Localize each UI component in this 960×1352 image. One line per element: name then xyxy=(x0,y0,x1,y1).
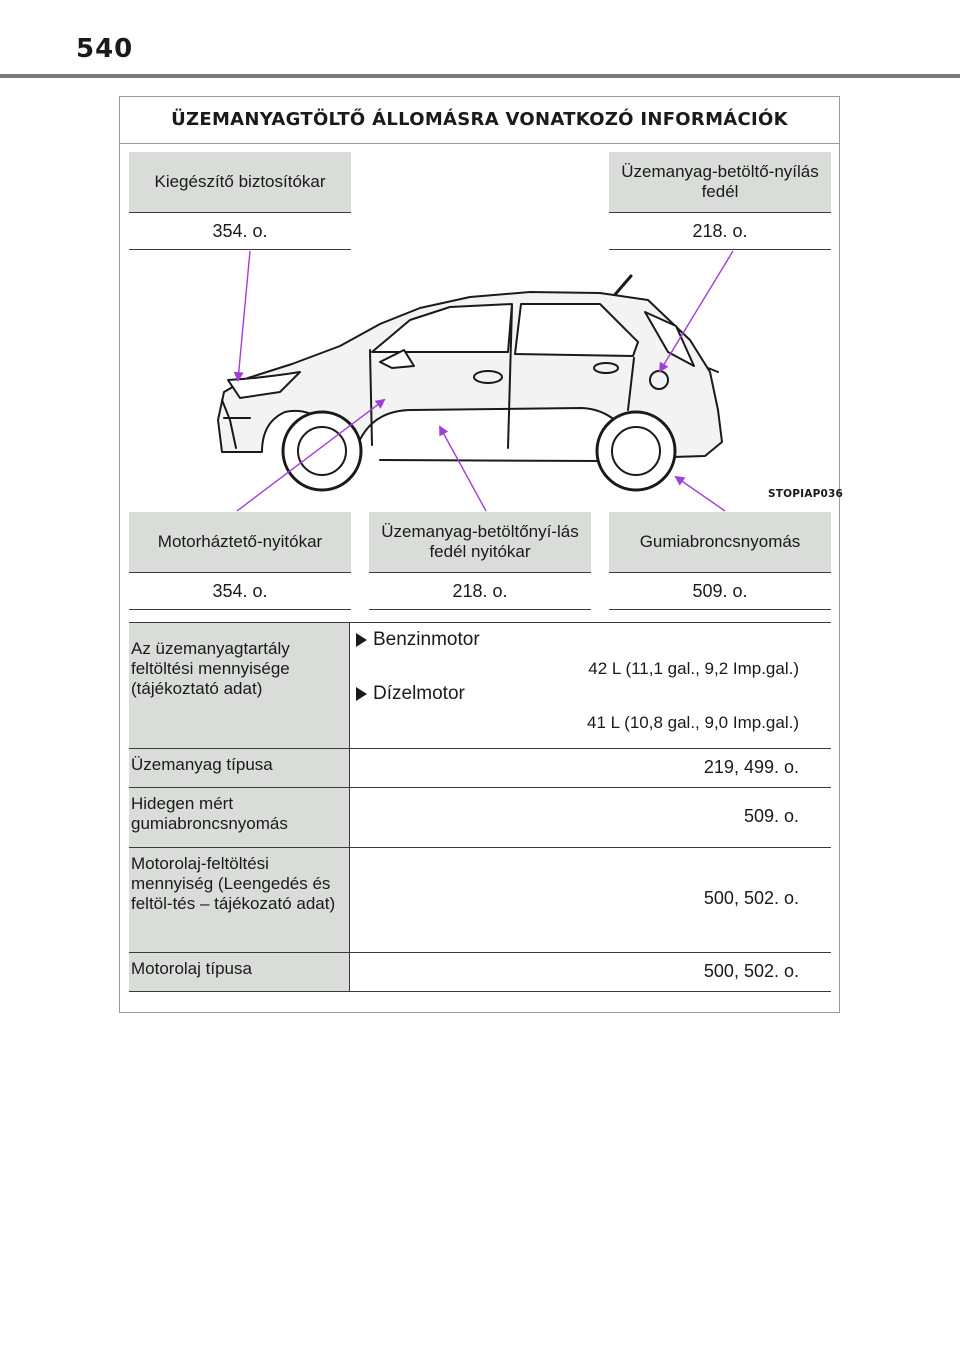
row-value[interactable]: 500, 502. o. xyxy=(703,961,799,981)
row-value xyxy=(350,623,831,748)
callout-page-ref[interactable]: 218. o. xyxy=(369,573,591,610)
row-value[interactable]: 500, 502. o. xyxy=(703,888,799,908)
engine-name: Benzinmotor xyxy=(373,629,480,650)
callout-page-ref[interactable]: 354. o. xyxy=(129,213,351,250)
engine-capacity: 41 L (10,8 gal., 9,0 Imp.gal.) xyxy=(587,713,799,732)
row-key: Motorolaj típusa xyxy=(129,953,350,991)
car-illustration xyxy=(0,0,960,640)
table-row xyxy=(129,848,831,953)
callout-page-ref[interactable]: 509. o. xyxy=(609,573,831,610)
page-number: 540 xyxy=(76,34,134,64)
callout-page-ref[interactable]: 354. o. xyxy=(129,573,351,610)
engine-heading xyxy=(358,629,799,651)
row-value[interactable]: 219, 499. o. xyxy=(703,757,799,777)
callout-label: Motorháztető-nyitókar xyxy=(129,512,351,573)
callout-label: Üzemanyag-betöltőnyí-lás fedél nyitókar xyxy=(369,512,591,573)
row-key: Az üzemanyagtartály feltöltési mennyisége (tájékoztató adat) xyxy=(129,623,350,748)
triangle-bullet-icon xyxy=(356,687,367,701)
row-key: Motorolaj-feltöltési mennyiség (Leengedés és feltöl-tés – tájékozató adat) xyxy=(129,848,350,952)
callout-label: Kiegészítő biztosítókar xyxy=(129,152,351,213)
section-title: ÜZEMANYAGTÖLTŐ ÁLLOMÁSRA VONATKOZÓ INFORMÁCIÓK xyxy=(120,97,839,144)
row-key: Üzemanyag típusa xyxy=(129,749,350,787)
callout-label: Gumiabroncsnyomás xyxy=(609,512,831,573)
triangle-bullet-icon xyxy=(356,633,367,647)
spec-table xyxy=(129,622,831,992)
car-body-drawing xyxy=(218,276,722,490)
row-key: Hidegen mért gumiabroncsnyomás xyxy=(129,788,350,847)
engine-name: Dízelmotor xyxy=(373,683,465,704)
row-value[interactable]: 509. o. xyxy=(743,806,799,826)
engine-heading xyxy=(358,683,799,705)
table-row xyxy=(129,623,831,749)
callout-page-ref[interactable]: 218. o. xyxy=(609,213,831,250)
table-row xyxy=(129,749,831,788)
engine-capacity: 42 L (11,1 gal., 9,2 Imp.gal.) xyxy=(588,659,799,678)
callout-label: Üzemanyag-betöltő-nyílás fedél xyxy=(609,152,831,213)
figure-code: STOPIAP036 xyxy=(768,488,843,500)
table-row xyxy=(129,953,831,992)
table-row xyxy=(129,788,831,848)
